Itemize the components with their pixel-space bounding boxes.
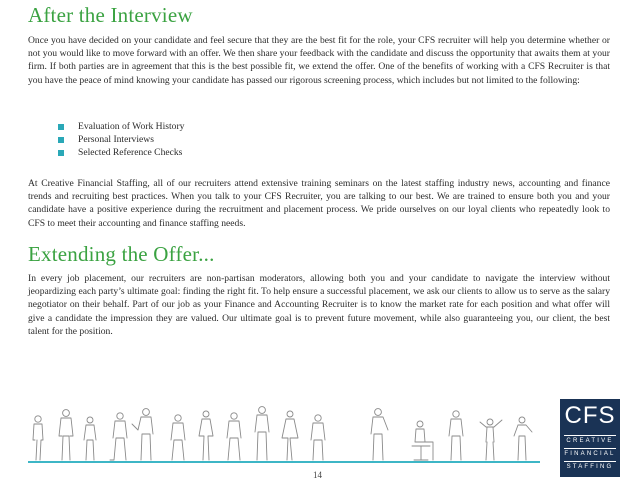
section-heading-extending-offer: Extending the Offer... <box>28 242 215 266</box>
logo-word-staffing: STAFFING <box>566 464 614 470</box>
after-interview-closing-paragraph: At Creative Financial Staffing, all of our recruiters attend extensive training seminars on the latest staffing industry news, accounting and finance trends and recruiting best practices. When you talk to your CFS Recruiter, you are talking to our best. We are trained to ensure both you and your candidate have a positive experience during the recruitment and placement process. We pride ourselves on our loyal clients who repeatedly look to CFS to meet their accounting and finance staffing needs. <box>28 178 610 229</box>
person-figure-icon <box>132 409 153 460</box>
person-figure-icon <box>227 413 241 460</box>
person-seated-icon <box>412 421 433 460</box>
person-figure-icon <box>84 417 96 460</box>
logo-divider <box>564 448 616 449</box>
person-figure-icon <box>282 411 298 460</box>
list-item <box>58 121 184 134</box>
ground-line <box>28 461 540 463</box>
page-number: 14 <box>313 470 322 480</box>
extending-offer-paragraph: In every job placement, our recruiters are non-partisan moderators, allowing both you and your candidate to navigate the interview without jeopardizing each party’s ultimate goal: finding the right fit. To help ensure a successful placement, we ask our clients to allow us to serve as the salary negotiator on their behalf. Part of our job as your Finance and Accounting Recruiter is to know the market rate for each position and what offer will give a candidate the impression they are valued. Our ultimate goal is to prevent future movement, while also guaranteeing you, our client, the best talent for the position. <box>28 273 610 337</box>
person-figure-icon <box>59 410 73 460</box>
person-figure-icon <box>514 417 532 460</box>
person-figure-icon <box>311 415 325 460</box>
square-bullet-icon <box>58 150 64 156</box>
list-item-text: Personal Interviews <box>78 133 154 145</box>
list-item-text: Evaluation of Work History <box>78 121 185 132</box>
logo-mark: CFS <box>564 402 616 429</box>
person-figure-icon <box>449 411 463 460</box>
logo-word-creative: CREATIVE <box>566 438 614 444</box>
square-bullet-icon <box>58 124 64 130</box>
square-bullet-icon <box>58 137 64 143</box>
person-figure-icon <box>371 409 388 460</box>
person-figure-icon <box>480 419 502 460</box>
person-figure-icon <box>199 411 213 460</box>
section-heading-after-interview: After the Interview <box>28 3 193 27</box>
logo-divider <box>564 435 616 436</box>
person-figure-icon <box>255 407 269 460</box>
list-item <box>58 147 184 160</box>
person-figure-icon <box>110 413 127 460</box>
logo-word-financial: FINANCIAL <box>564 451 616 457</box>
list-item-text: Selected Reference Checks <box>78 146 183 158</box>
people-silhouettes-illustration-icon <box>28 400 540 462</box>
person-figure-icon <box>33 416 43 460</box>
cfs-logo <box>560 399 620 477</box>
after-interview-intro-paragraph: Once you have decided on your candidate and feel secure that they are the best fit for the role, your CFS recruiter will help you determine whether or not you would like to move forward with an offer. We then share your feedback with the candidate and discuss the opportunity that awaits them at your firm. If both parties are in agreement that this is the best possible fit, we extend the offer. One of the benefits of working with a CFS Recruiter is that you have the peace of mind knowing your candidate has passed our rigorous screening process, which includes but not limited to the following: <box>28 35 610 86</box>
list-item <box>58 134 184 147</box>
logo-divider <box>564 461 616 462</box>
person-figure-icon <box>171 415 185 460</box>
screening-process-list <box>58 121 184 159</box>
